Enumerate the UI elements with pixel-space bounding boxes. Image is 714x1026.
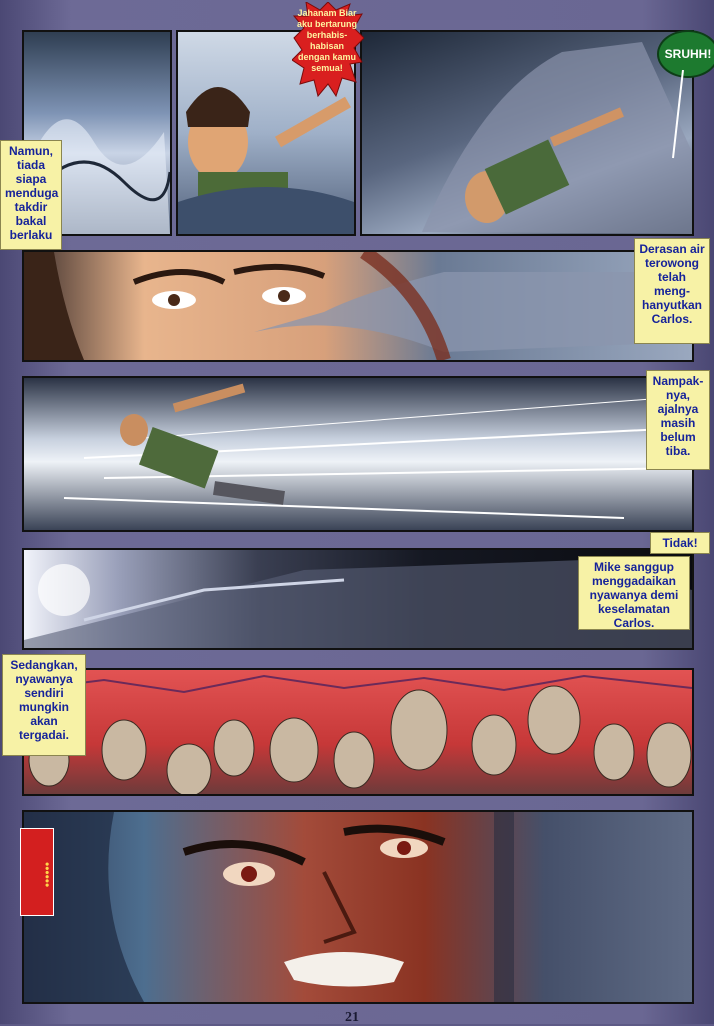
- red-dots-box: [20, 828, 54, 916]
- caption-namun: Namun, tiada siapa menduga takdir bakal berlaku: [0, 140, 62, 250]
- sfx-bubble: SRUHH!: [657, 30, 714, 78]
- carlos-swept-art: [362, 32, 692, 234]
- rushing-water-art: [24, 378, 692, 530]
- angry-face-art: [24, 812, 692, 1002]
- panel-carlos-closeup: [22, 250, 694, 362]
- sfx-tail: [669, 70, 687, 160]
- panel-face-closeup: [22, 810, 694, 1004]
- zombie-horde-art: [24, 670, 692, 794]
- panel-carlos-swept: [360, 30, 694, 236]
- caption-sedangkan: Sedangkan, nyawanya sendiri mungkin akan tergadai.: [2, 654, 86, 756]
- carlos-face-art: [24, 252, 692, 360]
- caption-tidak: Tidak!: [650, 532, 710, 554]
- caption-derasan: Derasan air terowong telah meng-hanyutkan Carlos.: [634, 238, 710, 344]
- panel-carlos-rushing: [22, 376, 694, 532]
- red-dots-text: ••••••: [40, 862, 54, 888]
- caption-nampaknya: Nampak-nya, ajalnya masih belum tiba.: [646, 370, 710, 470]
- caption-mike: Mike sanggup menggadaikan nyawanya demi keselamatan Carlos.: [578, 556, 690, 630]
- panel-zombie-horde: [22, 668, 694, 796]
- page-number: 21: [345, 1010, 359, 1025]
- shout-text: Jahanam Biar aku bertarung berhabis-habisan dengan kamu semua!: [296, 8, 357, 73]
